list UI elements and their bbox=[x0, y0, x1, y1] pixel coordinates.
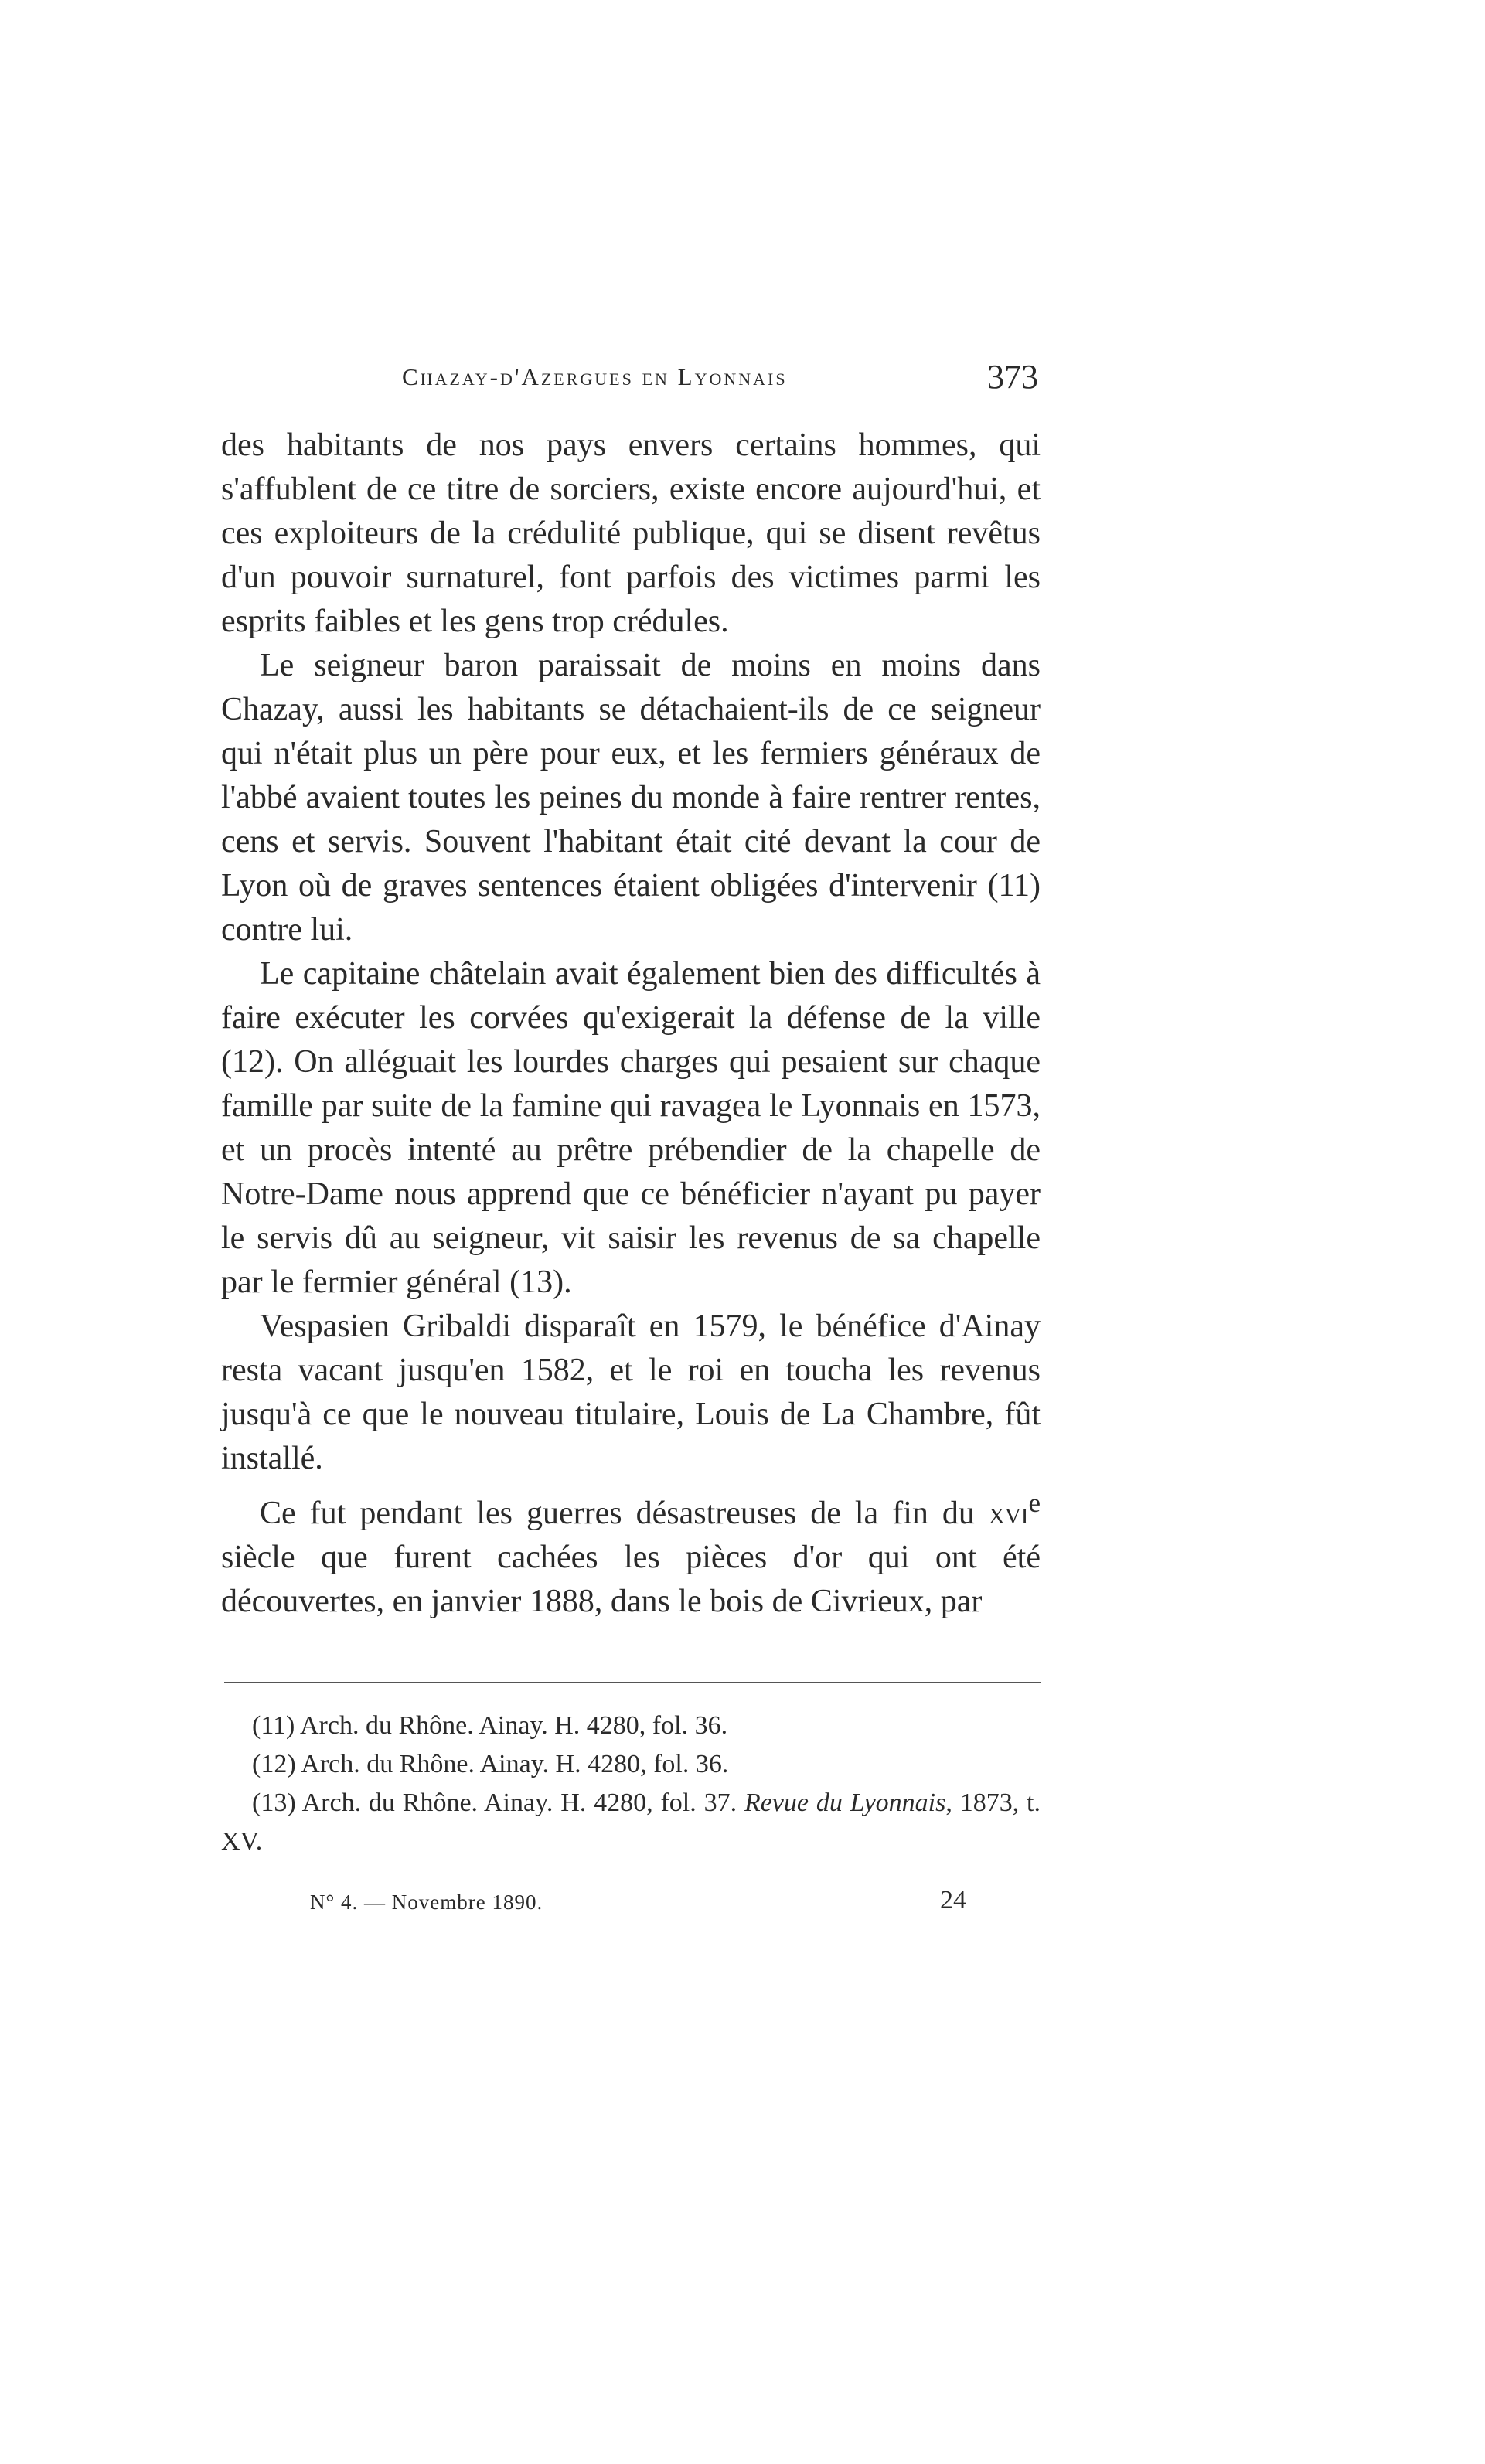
sheet-signature: 24 bbox=[940, 1886, 966, 1914]
body-text bbox=[221, 424, 1041, 1624]
running-head bbox=[223, 357, 1038, 403]
paragraph-2: Le seigneur baron paraissait de moins en moins dans Chazay, aussi les habitants se détachaient-ils de ce seigneur qui n'était plus un père pour eux, et les fermiers généraux de l'abbé avaient toutes les peines du monde à faire rentrer rentes, cens et servis. Souvent l'habitant était cité devant la cour de Lyon où de graves sentences étaient obligées d'intervenir (11) contre lui. bbox=[221, 648, 1041, 948]
paragraph-1: des habitants de nos pays envers certains hommes, qui s'affublent de ce titre de sorciers, existe encore aujourd'hui, et ces exploiteurs de la crédulité publique, qui se disent revêtus d'un pouvoir surnaturel, font parfois des victimes parmi les esprits faibles et les gens trop crédules. bbox=[221, 427, 1041, 639]
paragraph-5 bbox=[221, 1481, 1041, 1624]
issue-line: N° 4. — Novembre 1890. bbox=[310, 1891, 543, 1914]
footnote-12: (12) Arch. du Rhône. Ainay. H. 4280, fol. 36. bbox=[252, 1750, 729, 1778]
century-numeral: xvi bbox=[988, 1496, 1029, 1531]
footnote-13-start: (13) Arch. du Rhône. Ainay. H. 4280, fol. 37. bbox=[252, 1788, 744, 1817]
footnotes bbox=[221, 1707, 1041, 1861]
footnote-13-end: , 1873, t. XV. bbox=[221, 1788, 1041, 1856]
paragraph-5-end: siècle que furent cachées les pièces d'or qui ont été découvertes, en janvier 1888, dans le bois de Civrieux, par bbox=[221, 1540, 1041, 1619]
century-superscript: e bbox=[1028, 1488, 1041, 1518]
page-number: 373 bbox=[987, 358, 1038, 396]
signature-line bbox=[221, 1886, 1041, 1925]
paragraph-4: Vespasien Gribaldi disparaît en 1579, le bénéfice d'Ainay resta vacant jusqu'en 1582, et le roi en toucha les revenus jusqu'à ce que le nouveau titulaire, Louis de La Chambre, fût installé. bbox=[221, 1309, 1041, 1476]
footnote-13-journal: Revue du Lyonnais bbox=[744, 1788, 946, 1817]
paragraph-3: Le capitaine châtelain avait également bien des difficultés à faire exécuter les corvées qu'exigerait la défense de la ville (12). On alléguait les lourdes charges qui pesaient sur chaque famille par suite de la famine qui ravagea le Lyonnais en 1573, et un procès intenté au prêtre prébendier de la chapelle de Notre-Dame nous apprend que ce bénéficier n'ayant pu payer le servis dû au seigneur, vit saisir les revenus de sa chapelle par le fermier général (13). bbox=[221, 956, 1041, 1300]
footnote-11: (11) Arch. du Rhône. Ainay. H. 4280, fol. 36. bbox=[252, 1711, 728, 1740]
footnote-13 bbox=[221, 1784, 1041, 1861]
paragraph-5-start: Ce fut pendant les guerres désastreuses de la fin du bbox=[260, 1496, 989, 1531]
footnote-rule bbox=[224, 1682, 1041, 1683]
running-title: Chazay-d'Azergues en Lyonnais bbox=[402, 363, 788, 390]
